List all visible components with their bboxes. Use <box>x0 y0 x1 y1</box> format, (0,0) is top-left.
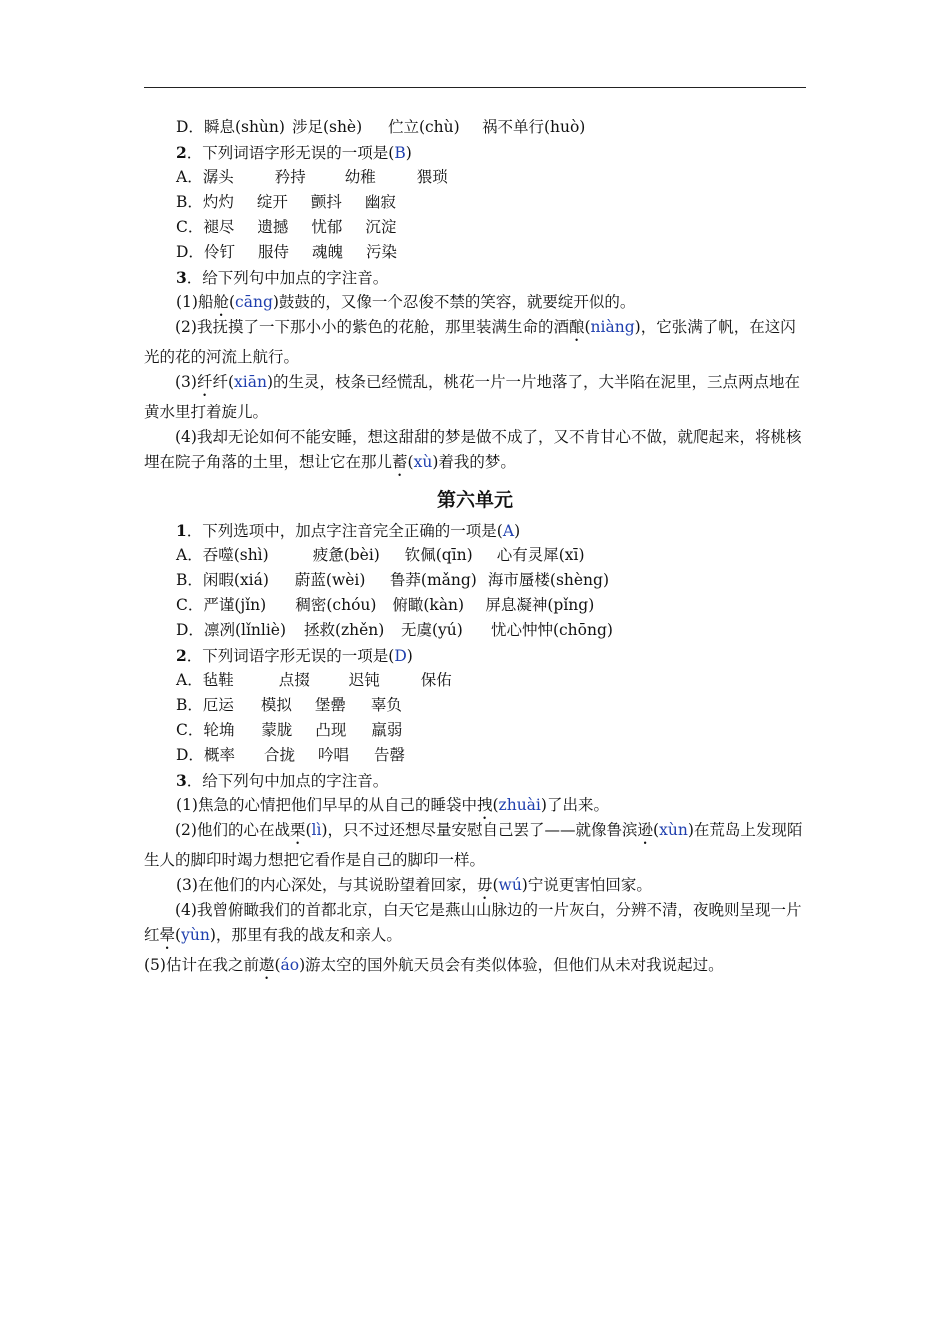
option-row: D．凛冽(lǐnliè) 拯救(zhěn) 无虞(yú) 忧心忡忡(chōng) <box>176 621 613 639</box>
sentence-item: (4)我却无论如何不能安睡，想这甜甜的梦是做不成了，又不肯甘心不做，就爬起来，将桃核埋在院子角落的土里，想让它在那儿蓄(xù)着我的梦。 <box>144 428 802 471</box>
option-row: A．潺头 矜持 幼稚 猥琐 <box>176 168 448 186</box>
sentence-item: (1)焦急的心情把他们早早的从自己的睡袋中拽(zhuài)了出来。 <box>176 796 609 814</box>
option-row: C．轮埆 蒙胧 凸现 羸弱 <box>176 721 403 739</box>
option-row: B．厄运 模拟 堡罍 辜负 <box>176 696 402 714</box>
sentence-item: (2)他们的心在战栗(lì)，只不过还想尽量安慰自己罢了——就像鲁滨逊(xùn)在荒岛上发现陌生人的脚印时竭力想把它看作是自己的脚印一样。 <box>144 821 803 869</box>
question-stem: 3．给下列句中加点的字注音。 <box>176 268 389 287</box>
answer-key: A <box>502 522 515 540</box>
option-row: D．瞬息(shùn) 涉足(shè) 伫立(chù) 祸不单行(huò) <box>176 118 586 136</box>
option-row: C．严谨(jǐn) 稠密(chóu) 俯瞰(kàn) 屏息凝神(pǐng) <box>176 596 595 614</box>
page-content <box>144 115 806 983</box>
option-row: D．伶钉 服侍 魂魄 污染 <box>176 243 397 261</box>
question-stem: 2．下列词语字形无误的一项是(D) <box>176 646 413 665</box>
sentence-item: (3)纤纤(xiān)的生灵，枝条已经慌乱，桃花一片一片地落了，大半陷在泥里，三点两点地在黄水里打着旋儿。 <box>144 373 801 421</box>
option-row: D．概率 合拢 吟唱 告罄 <box>176 746 405 764</box>
option-row: B．灼灼 绽开 颤抖 幽寂 <box>176 193 396 211</box>
sentence-item: (1)船舱(cāng)鼓鼓的，又像一个忍俊不禁的笑容，就要绽开似的。 <box>176 293 636 311</box>
option-row: B．闲暇(xiá) 蔚蓝(wèi) 鲁莽(mǎng) 海市蜃楼(shèng) <box>176 571 609 589</box>
section-heading: 第六单元 <box>436 489 513 511</box>
sentence-item: (3)在他们的内心深处，与其说盼望着回家，毋(wú)宁说更害怕回家。 <box>176 876 652 894</box>
question-stem: 3．给下列句中加点的字注音。 <box>176 771 389 790</box>
answer-key: B <box>394 144 406 162</box>
sentence-item: (4)我曾俯瞰我们的首都北京，白天它是燕山山脉边的一片灰白，分辨不清，夜晚则呈现一片红晕(yùn)，那里有我的战友和亲人。 <box>144 901 802 944</box>
question-stem: 1．下列选项中，加点字注音完全正确的一项是(A) <box>176 521 521 540</box>
option-row: A．毡鞋 点掇 迟钝 保佑 <box>176 671 452 689</box>
question-stem: 2．下列词语字形无误的一项是(B) <box>176 143 412 162</box>
header-rule <box>144 87 806 88</box>
answer-key: D <box>394 647 407 665</box>
option-row: C．褪尽 遗撼 忧郁 沉淀 <box>176 218 397 236</box>
sentence-item: (2)我抚摸了一下那小小的紫色的花舱，那里装满生命的酒酿(niàng)，它张满了帆，在这闪光的花的河流上航行。 <box>144 318 796 366</box>
option-row: A．吞噬(shì) 疲惫(bèi) 钦佩(qīn) 心有灵犀(xī) <box>176 546 585 564</box>
sentence-item: (5)估计在我之前遨(áo)游太空的国外航天员会有类似体验，但他们从未对我说起过。 <box>144 956 724 974</box>
